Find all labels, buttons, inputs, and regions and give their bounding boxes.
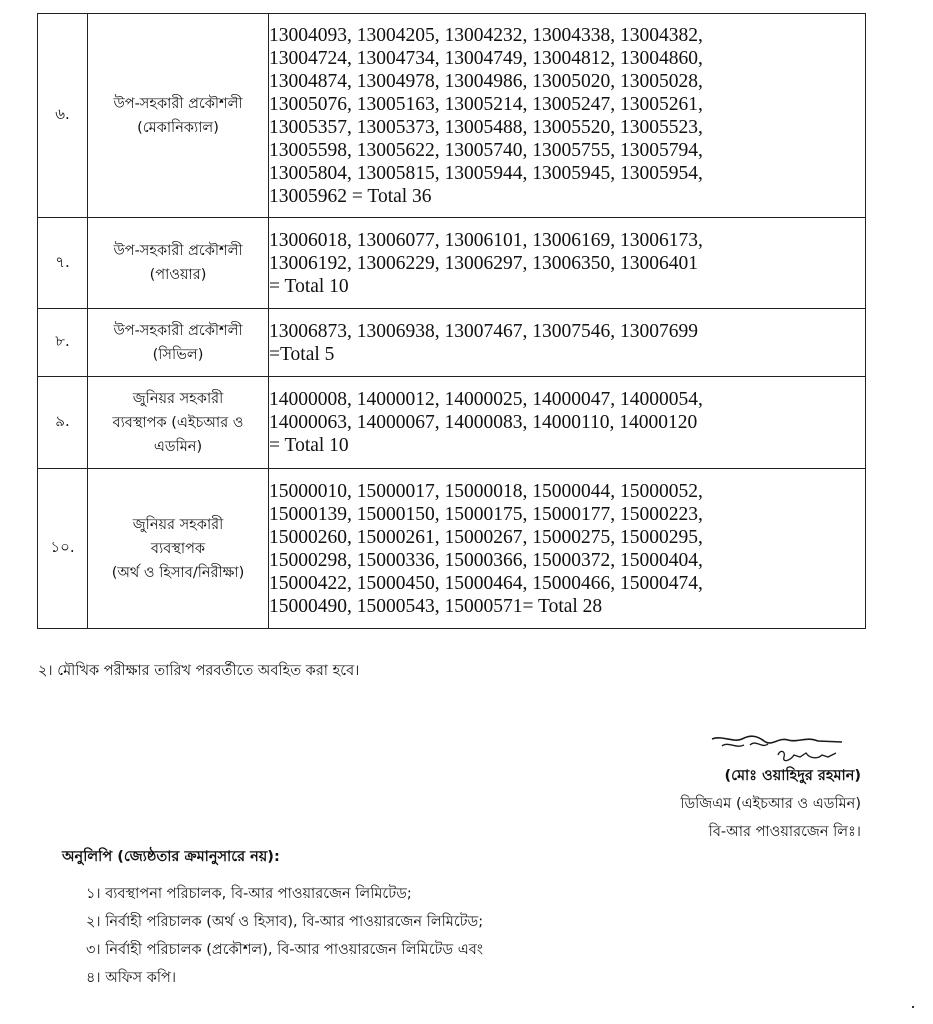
roll-line: 13006018, 13006077, 13006101, 13006169, 13006173, (269, 229, 703, 251)
roll-line: 13005962 = Total 36 (269, 185, 432, 207)
roll-line: 13004093, 13004205, 13004232, 13004338, 13004382, (269, 24, 703, 46)
post-line: ব্যবস্থাপক (150, 540, 206, 557)
scan-speck (912, 1006, 914, 1008)
roll-line: 13005804, 13005815, 13005944, 13005945, 13005954, (269, 162, 703, 184)
list-item: ৪। অফিস কপি। (86, 970, 177, 986)
roll-line: 15000490, 15000543, 15000571= Total 28 (269, 595, 603, 617)
roll-line: = Total 10 (269, 275, 349, 297)
list-item: ৩। নির্বাহী পরিচালক (প্রকৌশল), বি-আর পাওয়ারজেন লিমিটেড এবং (86, 942, 484, 958)
table-row (38, 309, 866, 377)
roll-line: 13004724, 13004734, 13004749, 13004812, 13004860, (269, 47, 703, 69)
post-name-cell (88, 14, 269, 218)
roll-line: 14000063, 14000067, 14000083, 14000110, 14000120 (269, 412, 698, 433)
roll-line: 15000010, 15000017, 15000018, 15000044, 15000052, (269, 480, 703, 502)
roll-numbers-cell (269, 309, 866, 377)
roll-line: 13006873, 13006938, 13007467, 13007546, 13007699 (269, 320, 698, 342)
roll-line: 14000008, 14000012, 14000025, 14000047, 14000054, (269, 389, 703, 410)
serial-cell: ৬. (38, 14, 88, 218)
roll-line: 15000422, 15000450, 15000464, 15000466, 15000474, (269, 572, 703, 594)
roll-line: 13005076, 13005163, 13005214, 13005247, 13005261, (269, 93, 703, 115)
table-row (38, 14, 866, 218)
post-line: উপ-সহকারী প্রকৌশলী (113, 322, 243, 339)
roll-line: = Total 10 (269, 435, 349, 456)
post-line: জুনিয়র সহকারী (132, 516, 224, 533)
post-line: উপ-সহকারী প্রকৌশলী (113, 95, 243, 112)
serial-cell: ৮. (38, 309, 88, 377)
post-line: এডমিন) (153, 438, 203, 455)
serial-cell: ১০. (38, 469, 88, 629)
signatory-designation: ডিজিএম (এইচআর ও এডমিন) (680, 796, 861, 812)
roll-line: 13005598, 13005622, 13005740, 13005755, 13005794, (269, 139, 703, 161)
post-line: (সিভিল) (152, 346, 204, 363)
roll-numbers-cell (269, 218, 866, 309)
table-row (38, 469, 866, 629)
viva-date-note: ২। মৌখিক পরীক্ষার তারিখ পরবর্তীতে অবহিত করা হবে। (38, 663, 360, 679)
roll-numbers-cell (269, 14, 866, 218)
post-line: (পাওয়ার) (149, 267, 207, 283)
list-item: ২। নির্বাহী পরিচালক (অর্থ ও হিসাব), বি-আর পাওয়ারজেন লিমিটেড; (86, 914, 484, 930)
roll-line: 13006192, 13006229, 13006297, 13006350, 13006401 (269, 252, 698, 274)
roll-numbers-cell (269, 377, 866, 469)
post-name-cell (88, 309, 269, 377)
table-row (38, 377, 866, 469)
roll-line: 15000139, 15000150, 15000175, 15000177, 15000223, (269, 503, 703, 525)
signatory-company: বি-আর পাওয়ারজেন লিঃ। (708, 824, 861, 840)
table-row (38, 218, 866, 309)
post-line: উপ-সহকারী প্রকৌশলী (113, 243, 243, 259)
roll-line: 15000298, 15000336, 15000366, 15000372, 15000404, (269, 549, 703, 571)
roll-line: 15000260, 15000261, 15000267, 15000275, 15000295, (269, 526, 703, 548)
signature-block (680, 762, 861, 846)
list-item: ১। ব্যবস্থাপনা পরিচালক, বি-আর পাওয়ারজেন লিমিটেড; (86, 886, 412, 902)
copy-to-title: অনুলিপি (জ্যেষ্ঠতার ক্রমানুসারে নয়): (62, 849, 280, 865)
roll-numbers-cell (269, 469, 866, 629)
copy-to-list (86, 880, 483, 992)
post-line: (অর্থ ও হিসাব/নিরীক্ষা) (111, 564, 245, 581)
result-table (37, 13, 866, 629)
serial-cell: ৭. (38, 218, 88, 309)
roll-line: 13004874, 13004978, 13004986, 13005020, 13005028, (269, 70, 703, 92)
post-line: জুনিয়র সহকারী (132, 390, 224, 407)
roll-line: =Total 5 (269, 343, 335, 365)
post-line: (মেকানিক্যাল) (137, 119, 219, 136)
post-name-cell (88, 218, 269, 309)
roll-line: 13005357, 13005373, 13005488, 13005520, 13005523, (269, 116, 703, 138)
post-line: ব্যবস্থাপক (এইচআর ও (112, 414, 244, 431)
signatory-name: (মোঃ ওয়াহিদুর রহমান) (724, 768, 861, 784)
post-name-cell (88, 377, 269, 469)
serial-cell: ৯. (38, 377, 88, 469)
post-name-cell (88, 469, 269, 629)
